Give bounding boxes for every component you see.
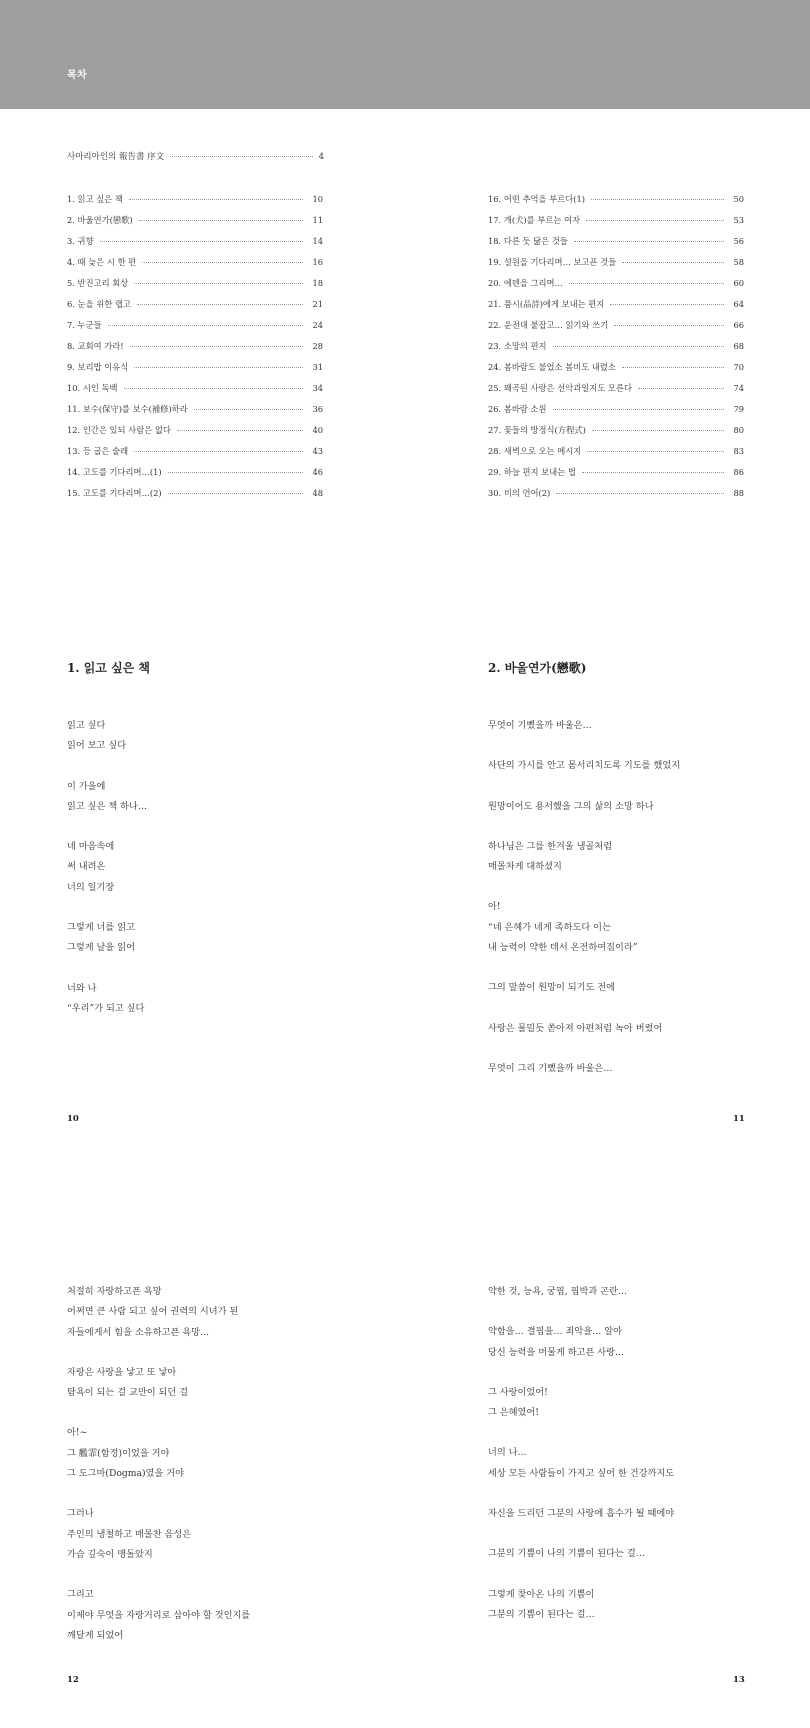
toc-entry-page: 48 (312, 488, 323, 498)
toc-entry-title: 7. 누군들 (67, 320, 102, 330)
toc-entry (488, 340, 744, 361)
toc-entry-title: 8. 교회여 가라! (67, 341, 124, 351)
poem-stanza (488, 897, 680, 958)
toc-entry (488, 361, 744, 382)
toc-entry-page: 66 (733, 320, 744, 330)
poem-line: 그 艦霏(함정)이었을 거야 (67, 1447, 170, 1459)
page-number-10: 10 (67, 1114, 79, 1124)
poem-stanza (488, 1059, 680, 1079)
leader-dots (137, 304, 303, 305)
toc-entry (488, 319, 744, 340)
toc-entry (67, 298, 323, 319)
poem-line: 탐욕이 되는 걸 교만이 되던 걸 (67, 1387, 189, 1399)
poem-stanza (67, 1282, 250, 1343)
toc-right-column (488, 193, 744, 508)
leader-dots (569, 283, 724, 284)
leader-dots (170, 156, 312, 157)
poem-stanza (488, 797, 680, 817)
poem-stanza (488, 1282, 674, 1302)
leader-dots (134, 451, 303, 452)
poem-stanza (67, 1585, 250, 1646)
poem-stanza (488, 1443, 674, 1484)
page-number-11: 11 (733, 1114, 745, 1124)
toc-entry-title: 16. 어떤 추억을 부르다(1) (488, 194, 585, 204)
toc-entry-page: 31 (312, 362, 323, 372)
poem-stanza (488, 1504, 674, 1524)
toc-entry-page: 11 (312, 215, 323, 225)
poem-line: 써 내려온 (67, 861, 106, 873)
toc-entry-page: 70 (733, 362, 744, 372)
poem-line: 그 은혜였어! (488, 1407, 539, 1419)
poem-title-page10: 1. 읽고 싶은 책 (67, 661, 151, 675)
toc-entry (67, 403, 323, 424)
toc-entry (67, 466, 323, 487)
toc-entry (67, 319, 323, 340)
leader-dots (100, 241, 303, 242)
toc-entry-title: 28. 새벽으로 오는 메시지 (488, 446, 582, 456)
poem-line: 원망이어도 용서했을 그의 삶의 소망 하나 (488, 800, 654, 812)
toc-entry-page: 21 (312, 299, 323, 309)
toc-entry-title: 15. 고도를 기다리며…(2) (67, 488, 162, 498)
toc-entry-title: 27. 꽃들의 방정식(方程式) (488, 425, 586, 435)
toc-entry-page: 86 (733, 467, 744, 477)
leader-dots (139, 220, 303, 221)
toc-entry-title: 3. 귀향 (67, 236, 94, 246)
poem-stanza (67, 979, 147, 1020)
toc-entry-page: 28 (312, 341, 323, 351)
toc-entry-title: 30. 비의 언어(2) (488, 488, 551, 498)
poem-body-page11 (488, 716, 680, 1099)
leader-dots (574, 241, 724, 242)
toc-entry-page: 14 (312, 236, 323, 246)
poem-line: 네 마음속에 (67, 841, 115, 853)
toc-entry (67, 382, 323, 403)
page-number-12: 12 (67, 1675, 79, 1685)
toc-entry-page: 60 (733, 278, 744, 288)
toc-entry-title: 9. 보리밥 이유식 (67, 362, 129, 372)
toc-entry (488, 403, 744, 424)
toc-entry-title: 1. 읽고 싶은 책 (67, 194, 123, 204)
poem-line: 아!~ (67, 1427, 88, 1439)
header-bar (0, 0, 810, 109)
header-title: 목차 (67, 70, 88, 81)
poem-line: 무엇이 기뻤을까 바울은… (488, 720, 592, 731)
toc-preface-row (67, 150, 324, 162)
toc-entry (67, 193, 323, 214)
poem-line: 너의 나… (488, 1447, 527, 1459)
toc-entry-title: 18. 다른 듯 닮은 것들 (488, 236, 568, 246)
toc-entry-title: 12. 인간은 있되 사람은 없다 (67, 425, 171, 435)
toc-entry-title: 29. 하늘 편지 보내는 법 (488, 467, 576, 477)
toc-entry (488, 382, 744, 403)
poem-line: 아! (488, 901, 501, 913)
toc-entry-page: 74 (733, 383, 744, 393)
poem-stanza (67, 918, 147, 959)
poem-line: 그러나 (67, 1508, 94, 1520)
toc-entry (488, 466, 744, 487)
poem-stanza (488, 1544, 674, 1564)
poem-body-page10 (67, 716, 147, 1039)
poem-stanza (488, 978, 680, 998)
poem-line: 깨달게 되었어 (67, 1629, 124, 1641)
toc-entry-page: 56 (733, 236, 744, 246)
toc-entry-page: 50 (733, 194, 744, 204)
toc-left-column (67, 193, 323, 508)
poem-line: 그의 말씀이 원망이 되기도 전에 (488, 982, 616, 994)
poem-stanza (67, 777, 147, 818)
toc-entry-title: 23. 소망의 편지 (488, 341, 547, 351)
poem-line: 약한 것, 능욕, 궁핍, 핍박과 곤란… (488, 1286, 628, 1297)
poem-line: 자랑은 사랑을 낳고 또 낳아 (67, 1366, 177, 1378)
leader-dots (622, 367, 724, 368)
poem-line: “우리”가 되고 싶다 (67, 1002, 145, 1014)
toc-entry-title: 20. 에덴을 그리며… (488, 278, 563, 288)
poem-line: 그분의 기쁨이 된다는 걸… (488, 1608, 595, 1620)
toc-entry-title: 4. 때 늦은 시 한 편 (67, 257, 137, 267)
poem-stanza (67, 1363, 250, 1404)
poem-line: 주인의 냉철하고 매몰찬 음성은 (67, 1528, 192, 1540)
poem-line: 너의 일기장 (67, 881, 115, 893)
poem-line: 하나님은 그를 한겨울 냉골처럼 (488, 840, 613, 852)
poem-body-page13 (488, 1282, 674, 1645)
toc-entry-title: 13. 등 굽은 술래 (67, 446, 129, 456)
poem-line: 어쩌면 큰 사람 되고 싶어 권력의 시녀가 된 (67, 1306, 239, 1318)
poem-stanza (488, 1585, 674, 1626)
leader-dots (586, 220, 724, 221)
leader-dots (134, 283, 303, 284)
poem-line: 가슴 깊숙이 맹돌았지 (67, 1548, 153, 1560)
poem-stanza (488, 716, 680, 736)
toc-entry-title: 10. 시인 독백 (67, 383, 118, 393)
poem-stanza (488, 1019, 680, 1039)
toc-entry-title: 5. 반진고리 회상 (67, 278, 129, 288)
toc-entry (488, 256, 744, 277)
toc-entry-page: 68 (733, 341, 744, 351)
poem-stanza (67, 1504, 250, 1565)
poem-line: 자들에게서 힘을 소유하고픈 욕망… (67, 1326, 210, 1338)
toc-entry (488, 487, 744, 508)
poem-line: 그리고 (67, 1589, 94, 1601)
toc-entry (67, 256, 323, 277)
toc-entry-page: 58 (733, 257, 744, 267)
poem-stanza (67, 716, 147, 757)
leader-dots (614, 325, 724, 326)
toc-entry (67, 487, 323, 508)
poem-stanza (488, 756, 680, 776)
leader-dots (142, 262, 303, 263)
leader-dots (610, 304, 724, 305)
toc-entry-title: 2. 바울연가(戀歌) (67, 215, 133, 225)
toc-entry (488, 277, 744, 298)
toc-entry-page: 24 (312, 320, 323, 330)
leader-dots (168, 493, 303, 494)
toc-entry (488, 214, 744, 235)
leader-dots (553, 409, 724, 410)
poem-line: 세상 모든 사람들이 가지고 싶어 한 건강까지도 (488, 1467, 675, 1479)
leader-dots (177, 430, 303, 431)
toc-entry-page: 88 (733, 488, 744, 498)
poem-title-page11: 2. 바울연가(戀歌) (488, 661, 587, 675)
poem-line: “네 은혜가 네게 족하도다 이는 (488, 921, 611, 933)
toc-entry-page: 83 (733, 446, 744, 456)
toc-entry-title: 11. 보수(保守)를 보수(補修)하라 (67, 404, 188, 414)
toc-entry-title: 24. 봄바람도 불었소 봄비도 내렸소 (488, 362, 616, 372)
poem-line: 자신을 드리던 그분의 사랑에 흡수가 될 때에야 (488, 1508, 675, 1520)
toc-entry-page: 46 (312, 467, 323, 477)
toc-entry (67, 235, 323, 256)
toc-entry-page: 80 (733, 425, 744, 435)
poem-line: 사랑은 물밀듯 쏟아져 아편처럼 녹아 버렸어 (488, 1022, 663, 1034)
leader-dots (592, 430, 724, 431)
poem-line: 당신 능력을 머물게 하고픈 사랑… (488, 1346, 625, 1358)
poem-line: 이제야 무엇을 자랑거리로 삼아야 할 것인지를 (67, 1609, 251, 1621)
toc-entry (488, 298, 744, 319)
toc-entry-page: 36 (312, 404, 323, 414)
leader-dots (108, 325, 303, 326)
leader-dots (194, 409, 303, 410)
poem-line: 읽고 싶다 (67, 720, 106, 731)
toc-entry-page: 10 (312, 194, 323, 204)
poem-stanza (488, 1383, 674, 1424)
toc-entry (67, 361, 323, 382)
poem-line: 처절히 자랑하고픈 욕망 (67, 1286, 162, 1297)
toc-entry (67, 445, 323, 466)
toc-entry-page: 43 (312, 446, 323, 456)
leader-dots (134, 367, 303, 368)
poem-line: 약함을… 결핍을… 죄악을… 알아 (488, 1326, 622, 1338)
toc-entry-page: 53 (733, 215, 744, 225)
poem-stanza (488, 1322, 674, 1363)
poem-line: 내 능력이 약한 데서 온전하여짐이라” (488, 942, 638, 954)
toc-entry-title: 25. 왜곡된 사랑은 선악과일지도 모른다 (488, 383, 632, 393)
toc-entry (488, 424, 744, 445)
toc-entry (67, 424, 323, 445)
toc-entry-title: 26. 봄바람 소원 (488, 404, 547, 414)
poem-line: 그 도그마(Dogma)였을 거야 (67, 1468, 184, 1480)
poem-stanza (488, 837, 680, 878)
poem-stanza (67, 837, 147, 898)
toc-entry-page: 16 (312, 257, 323, 267)
toc-entry-page: 34 (312, 383, 323, 393)
toc-entry (488, 235, 744, 256)
poem-line: 그렇게 너를 읽고 (67, 922, 135, 934)
poem-line: 너와 나 (67, 982, 97, 994)
leader-dots (622, 262, 724, 263)
poem-stanza (67, 1423, 250, 1484)
leader-dots (591, 199, 724, 200)
poem-line: 그렇게 찾아온 나의 기쁨이 (488, 1588, 595, 1600)
leader-dots (124, 388, 303, 389)
page-number-13: 13 (733, 1675, 745, 1685)
leader-dots (130, 346, 303, 347)
leader-dots (556, 493, 724, 494)
leader-dots (129, 199, 303, 200)
poem-line: 이 가을에 (67, 780, 106, 792)
toc-entry (67, 214, 323, 235)
poem-line: 그 사랑이었어! (488, 1386, 548, 1398)
leader-dots (582, 472, 724, 473)
leader-dots (553, 346, 724, 347)
poem-body-page12 (67, 1282, 250, 1666)
poem-line: 매몰차게 대하셨지 (488, 861, 562, 873)
toc-entry-title: 19. 설원을 기다리며… 보고픈 것들 (488, 257, 617, 267)
toc-entry-title: 17. 개(犬)를 부르는 여자 (488, 215, 580, 225)
toc-entry (488, 193, 744, 214)
toc-entry-title: 14. 고도를 기다리며…(1) (67, 467, 162, 477)
leader-dots (638, 388, 724, 389)
leader-dots (587, 451, 724, 452)
toc-entry (67, 277, 323, 298)
toc-entry (488, 445, 744, 466)
toc-entry-page: 18 (312, 278, 323, 288)
poem-line: 무엇이 그리 기뻤을까 바울은… (488, 1062, 613, 1074)
toc-entry-page: 40 (312, 425, 323, 435)
toc-entry-title: 21. 품시(品詩)에게 보내는 편지 (488, 299, 605, 309)
toc-preface-page: 4 (318, 152, 324, 162)
poem-line: 그렇게 날을 읽어 (67, 942, 135, 954)
poem-line: 읽고 싶은 책 하나… (67, 800, 148, 812)
toc-preface-title: 사마리아인의 報告書 序文 (67, 152, 165, 162)
poem-line: 읽어 보고 싶다 (67, 740, 127, 752)
toc-entry (67, 340, 323, 361)
toc-entry-page: 64 (733, 299, 744, 309)
toc-entry-title: 22. 운전대 붙잡고… 읽기와 쓰기 (488, 320, 609, 330)
poem-line: 사단의 가시를 안고 몸서리치도록 기도를 했었지 (488, 760, 681, 772)
toc-entry-page: 79 (733, 404, 744, 414)
leader-dots (168, 472, 303, 473)
poem-line: 그분의 기쁨이 나의 기쁨이 된다는 걸… (488, 1548, 645, 1560)
toc-entry-title: 6. 눈을 위한 랩고 (67, 299, 131, 309)
